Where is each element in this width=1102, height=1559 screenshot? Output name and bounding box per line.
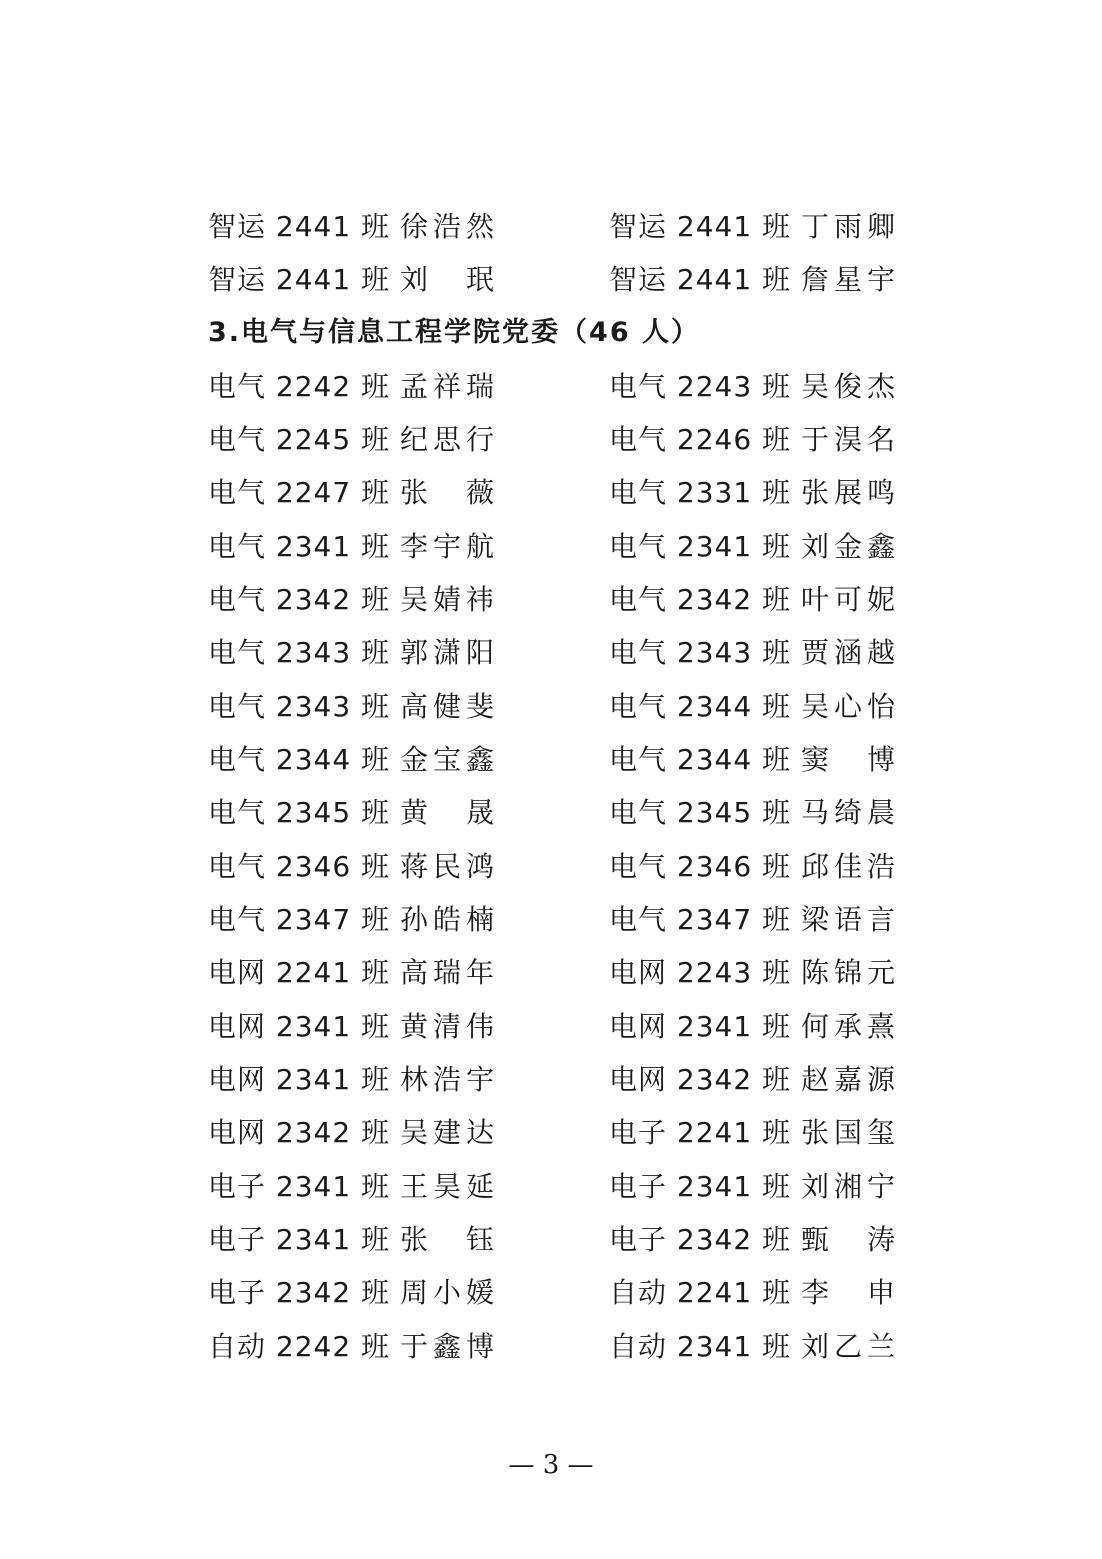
student-name: 张 薇 — [400, 476, 500, 509]
student-name: 刘湘宁 — [801, 1170, 901, 1203]
class-label: 电子 2342 班 — [609, 1223, 792, 1256]
class-label: 电气 2344 班 — [609, 743, 792, 776]
class-label: 电气 2343 班 — [609, 636, 792, 669]
class-label: 电气 2346 班 — [208, 850, 391, 883]
class-label: 电网 2241 班 — [208, 956, 391, 989]
class-label: 自动 2241 班 — [609, 1276, 792, 1309]
student-name: 吴心怡 — [801, 690, 901, 723]
student-name: 叶可妮 — [801, 583, 901, 616]
class-label: 电子 2241 班 — [609, 1116, 792, 1149]
student-name: 黄 晟 — [400, 796, 500, 829]
student-name: 金宝鑫 — [400, 743, 500, 776]
class-label: 电网 2342 班 — [609, 1063, 792, 1096]
class-label: 智运 2441 班 — [208, 210, 391, 243]
student-name: 李 申 — [801, 1276, 901, 1309]
student-name: 何承熹 — [801, 1010, 901, 1043]
class-label: 电子 2341 班 — [609, 1170, 792, 1203]
class-label: 电气 2246 班 — [609, 423, 792, 456]
student-name: 孟祥瑞 — [400, 370, 500, 403]
student-name: 吴建达 — [400, 1116, 500, 1149]
class-label: 电气 2243 班 — [609, 370, 792, 403]
class-label: 电气 2342 班 — [208, 583, 391, 616]
class-label: 电气 2347 班 — [609, 903, 792, 936]
student-name: 于鑫博 — [400, 1330, 500, 1363]
student-name: 詹星宇 — [801, 263, 901, 296]
section-heading: 3.电气与信息工程学院党委（46 人） — [208, 317, 701, 348]
class-label: 电气 2342 班 — [609, 583, 792, 616]
class-label: 电子 2341 班 — [208, 1223, 391, 1256]
student-name: 王昊延 — [400, 1170, 500, 1203]
student-name: 吴俊杰 — [801, 370, 901, 403]
class-label: 电气 2344 班 — [208, 743, 391, 776]
class-label: 电气 2343 班 — [208, 636, 391, 669]
class-label: 电网 2342 班 — [208, 1116, 391, 1149]
student-name: 刘 珉 — [400, 263, 500, 296]
page-number: — 3 — — [508, 1450, 594, 1480]
class-label: 电子 2342 班 — [208, 1276, 391, 1309]
student-name: 林浩宇 — [400, 1063, 500, 1096]
student-name: 窦 博 — [801, 743, 901, 776]
student-name: 陈锦元 — [801, 956, 901, 989]
class-label: 电网 2341 班 — [609, 1010, 792, 1043]
student-name: 吴婧祎 — [400, 583, 500, 616]
class-label: 电气 2347 班 — [208, 903, 391, 936]
student-name: 纪思行 — [400, 423, 500, 456]
class-label: 电网 2341 班 — [208, 1010, 391, 1043]
student-name: 梁语言 — [801, 903, 901, 936]
student-name: 丁雨卿 — [801, 210, 901, 243]
class-label: 电气 2343 班 — [208, 690, 391, 723]
student-name: 马绮晨 — [801, 796, 901, 829]
student-name: 徐浩然 — [400, 210, 500, 243]
student-name: 周小媛 — [400, 1276, 500, 1309]
student-name: 蒋民鸿 — [400, 850, 500, 883]
class-label: 自动 2341 班 — [609, 1330, 792, 1363]
student-name: 贾涵越 — [801, 636, 901, 669]
class-label: 智运 2441 班 — [208, 263, 391, 296]
student-name: 张展鸣 — [801, 476, 901, 509]
class-label: 电气 2247 班 — [208, 476, 391, 509]
student-name: 张 钰 — [400, 1223, 500, 1256]
student-name: 刘乙兰 — [801, 1330, 901, 1363]
student-name: 张国玺 — [801, 1116, 901, 1149]
class-label: 电气 2346 班 — [609, 850, 792, 883]
class-label: 电气 2341 班 — [208, 530, 391, 563]
student-name: 邱佳浩 — [801, 850, 901, 883]
student-name: 孙皓楠 — [400, 903, 500, 936]
class-label: 电气 2345 班 — [208, 796, 391, 829]
class-label: 智运 2441 班 — [609, 263, 792, 296]
student-name: 高瑞年 — [400, 956, 500, 989]
class-label: 电气 2344 班 — [609, 690, 792, 723]
student-name: 李宇航 — [400, 530, 500, 563]
student-name: 刘金鑫 — [801, 530, 901, 563]
student-name: 赵嘉源 — [801, 1063, 901, 1096]
class-label: 电气 2331 班 — [609, 476, 792, 509]
class-label: 电气 2345 班 — [609, 796, 792, 829]
class-label: 电网 2243 班 — [609, 956, 792, 989]
class-label: 电气 2245 班 — [208, 423, 391, 456]
class-label: 电气 2341 班 — [609, 530, 792, 563]
student-name: 高健斐 — [400, 690, 500, 723]
class-label: 电子 2341 班 — [208, 1170, 391, 1203]
student-name: 甄 涛 — [801, 1223, 901, 1256]
class-label: 自动 2242 班 — [208, 1330, 391, 1363]
student-name: 郭潇阳 — [400, 636, 500, 669]
student-name: 于淏名 — [801, 423, 901, 456]
class-label: 智运 2441 班 — [609, 210, 792, 243]
class-label: 电气 2242 班 — [208, 370, 391, 403]
student-name: 黄清伟 — [400, 1010, 500, 1043]
class-label: 电网 2341 班 — [208, 1063, 391, 1096]
